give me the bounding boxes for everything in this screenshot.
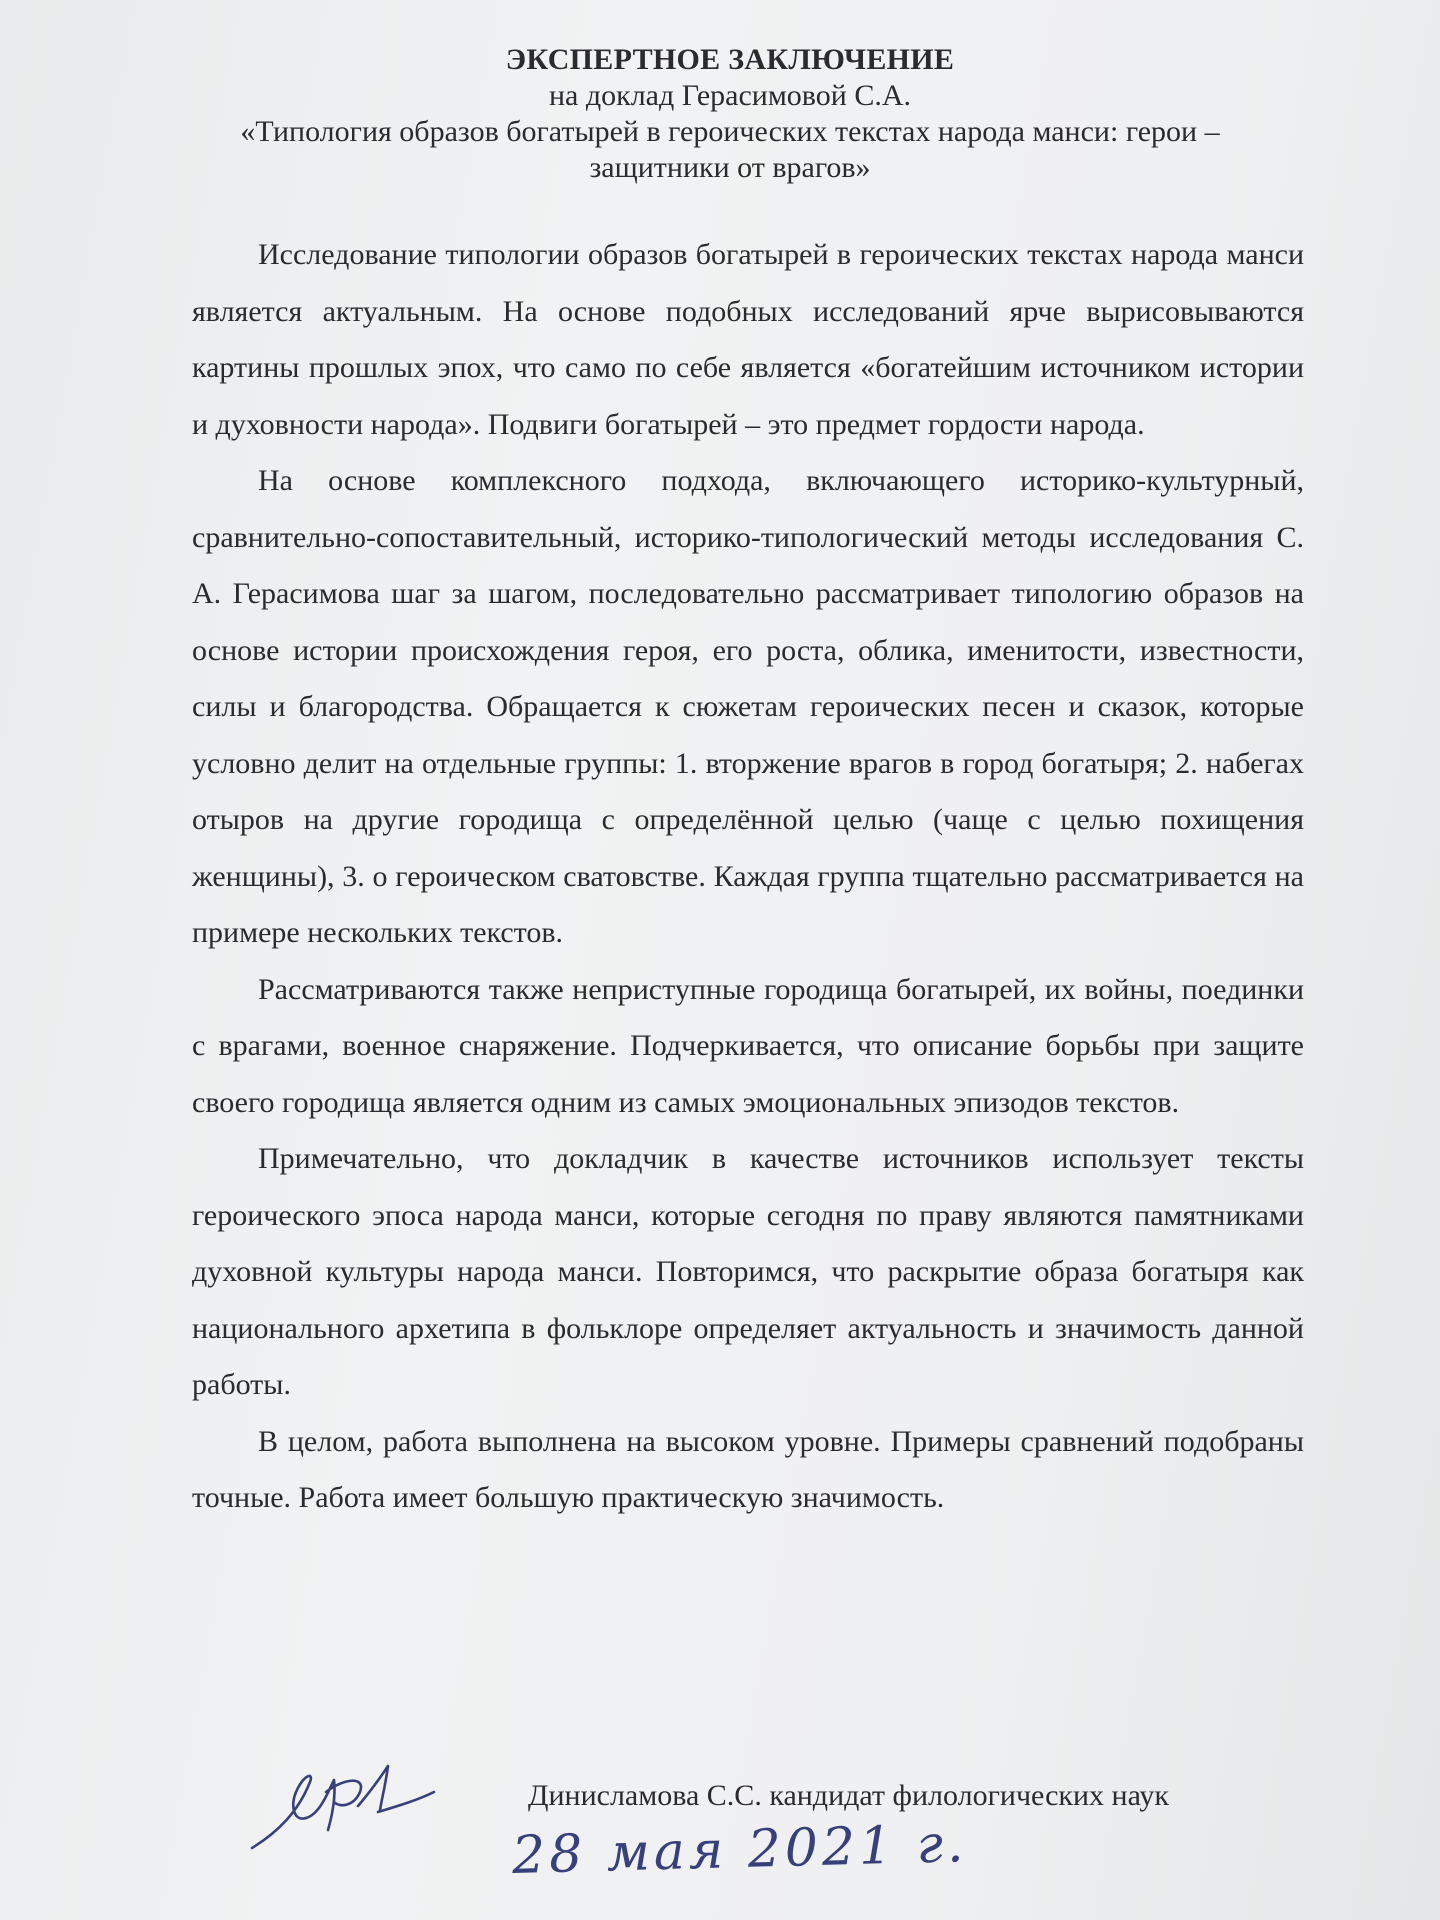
paragraph-4: Примечательно, что докладчик в качестве источников использует тексты героического эпоса народа манси, которые сегодня по праву являются памятниками духовной культуры народа манси. Повторимся, что раскрытие образа богатыря как национального архетипа в фольклоре определяет актуальность и значимость данной работы. [192, 1142, 1304, 1401]
report-topic-line-2: защитники от врагов» [589, 151, 871, 184]
paragraph-2: На основе комплексного подхода, включающего историко-культурный, сравнительно-сопоставительный, историко-типологический методы исследования С. А. Герасимова шаг за шагом, последовательно рассматривает типологию образов на основе истории происхождения героя, его роста, облика, именитости, известности, силы и благородства. Обращается к сюжетам героических песен и сказок, которые условно делит на отдельные группы: 1. вторжение врагов в город богатыря; 2. набегах отыров на другие городища с определённой целью (чаще с целью похищения женщины), 3. о героическом сватовстве. Каждая группа тщательно рассматривается на примере нескольких текстов. [192, 464, 1304, 949]
paragraph-1: Исследование типологии образов богатырей в героических текстах народа манси является актуальным. На основе подобных исследований ярче вырисовываются картины прошлых эпох, что само по себе является «богатейшим источником истории и духовности народа». Подвиги богатырей – это предмет гордости народа. [192, 238, 1304, 441]
document-body [192, 227, 1304, 1527]
document-title: ЭКСПЕРТНОЕ ЗАКЛЮЧЕНИЕ [505, 43, 955, 76]
paragraph-3: Рассматриваются также неприступные городища богатырей, их войны, поединки с врагами, военное снаряжение. Подчеркивается, что описание борьбы при защите своего городища является одним из самых эмоциональных эпизодов текстов. [192, 972, 1304, 1119]
document-header [150, 42, 1310, 186]
document-subtitle: на доклад Герасимовой С.А. [549, 79, 911, 112]
report-topic-line-1: «Типология образов богатырей в героических текстах народа манси: герои – [240, 115, 1220, 148]
author-line: Динисламова С.С. кандидат филологических наук [528, 1779, 1169, 1812]
handwritten-date: 28 мая 2021 г. [511, 1814, 969, 1886]
paragraph-5: В целом, работа выполнена на высоком уровне. Примеры сравнений подобраны точные. Работа имеет большую практическую значимость. [192, 1424, 1304, 1514]
signature [248, 1752, 438, 1852]
